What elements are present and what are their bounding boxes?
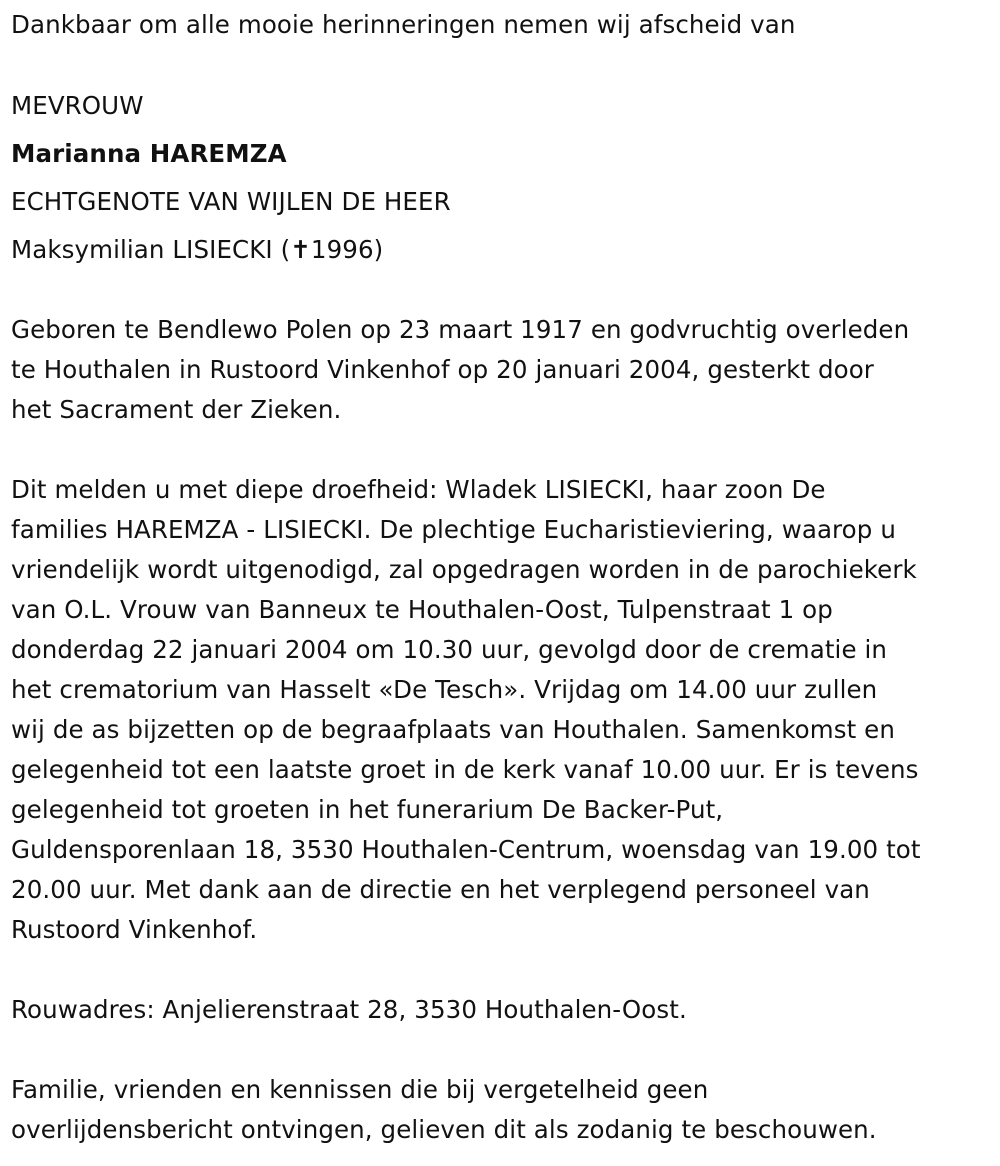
deceased-name: Marianna HAREMZA (11, 139, 287, 168)
announcement-line: gelegenheid tot een laatste groet in de kerk vanaf 10.00 uur. Er is tevens (11, 755, 919, 784)
announcement-line: donderdag 22 januari 2004 om 10.30 uur, gevolgd door de crematie in (11, 635, 888, 664)
spouse-name: Maksymilian LISIECKI (✝1996) (11, 235, 384, 264)
birth-death-line: te Houthalen in Rustoord Vinkenhof op 20 januari 2004, gesterkt door (11, 355, 874, 384)
birth-death-line: het Sacrament der Zieken. (11, 395, 342, 424)
relation-text: ECHTGENOTE VAN WIJLEN DE HEER (11, 187, 451, 216)
announcement-line: wij de as bijzetten op de begraafplaats van Houthalen. Samenkomst en (11, 715, 895, 744)
title-text: MEVROUW (11, 91, 144, 120)
announcement-line: Rustoord Vinkenhof. (11, 915, 258, 944)
announcement-line: families HAREMZA - LISIECKI. De plechtige Eucharistieviering, waarop u (11, 515, 896, 544)
mourning-address: Rouwadres: Anjelierenstraat 28, 3530 Houthalen-Oost. (11, 995, 687, 1024)
announcement-line: het crematorium van Hasselt «De Tesch». Vrijdag om 14.00 uur zullen (11, 675, 878, 704)
announcement-line: vriendelijk wordt uitgenodigd, zal opgedragen worden in de parochiekerk (11, 555, 917, 584)
announcement-line: Dit melden u met diepe droefheid: Wladek LISIECKI, haar zoon De (11, 475, 826, 504)
closing-line: Familie, vrienden en kennissen die bij vergetelheid geen (11, 1075, 709, 1104)
announcement-line: 20.00 uur. Met dank aan de directie en het verplegend personeel van (11, 875, 870, 904)
announcement-line: Guldensporenlaan 18, 3530 Houthalen-Centrum, woensdag van 19.00 tot (11, 835, 921, 864)
announcement-line: van O.L. Vrouw van Banneux te Houthalen-Oost, Tulpenstraat 1 op (11, 595, 833, 624)
announcement-line: gelegenheid tot groeten in het funerarium De Backer-Put, (11, 795, 724, 824)
closing-line: overlijdensbericht ontvingen, gelieven dit als zodanig te beschouwen. (11, 1115, 877, 1144)
birth-death-line: Geboren te Bendlewo Polen op 23 maart 1917 en godvruchtig overleden (11, 315, 910, 344)
intro-text: Dankbaar om alle mooie herinneringen nemen wij afscheid van (11, 10, 796, 39)
